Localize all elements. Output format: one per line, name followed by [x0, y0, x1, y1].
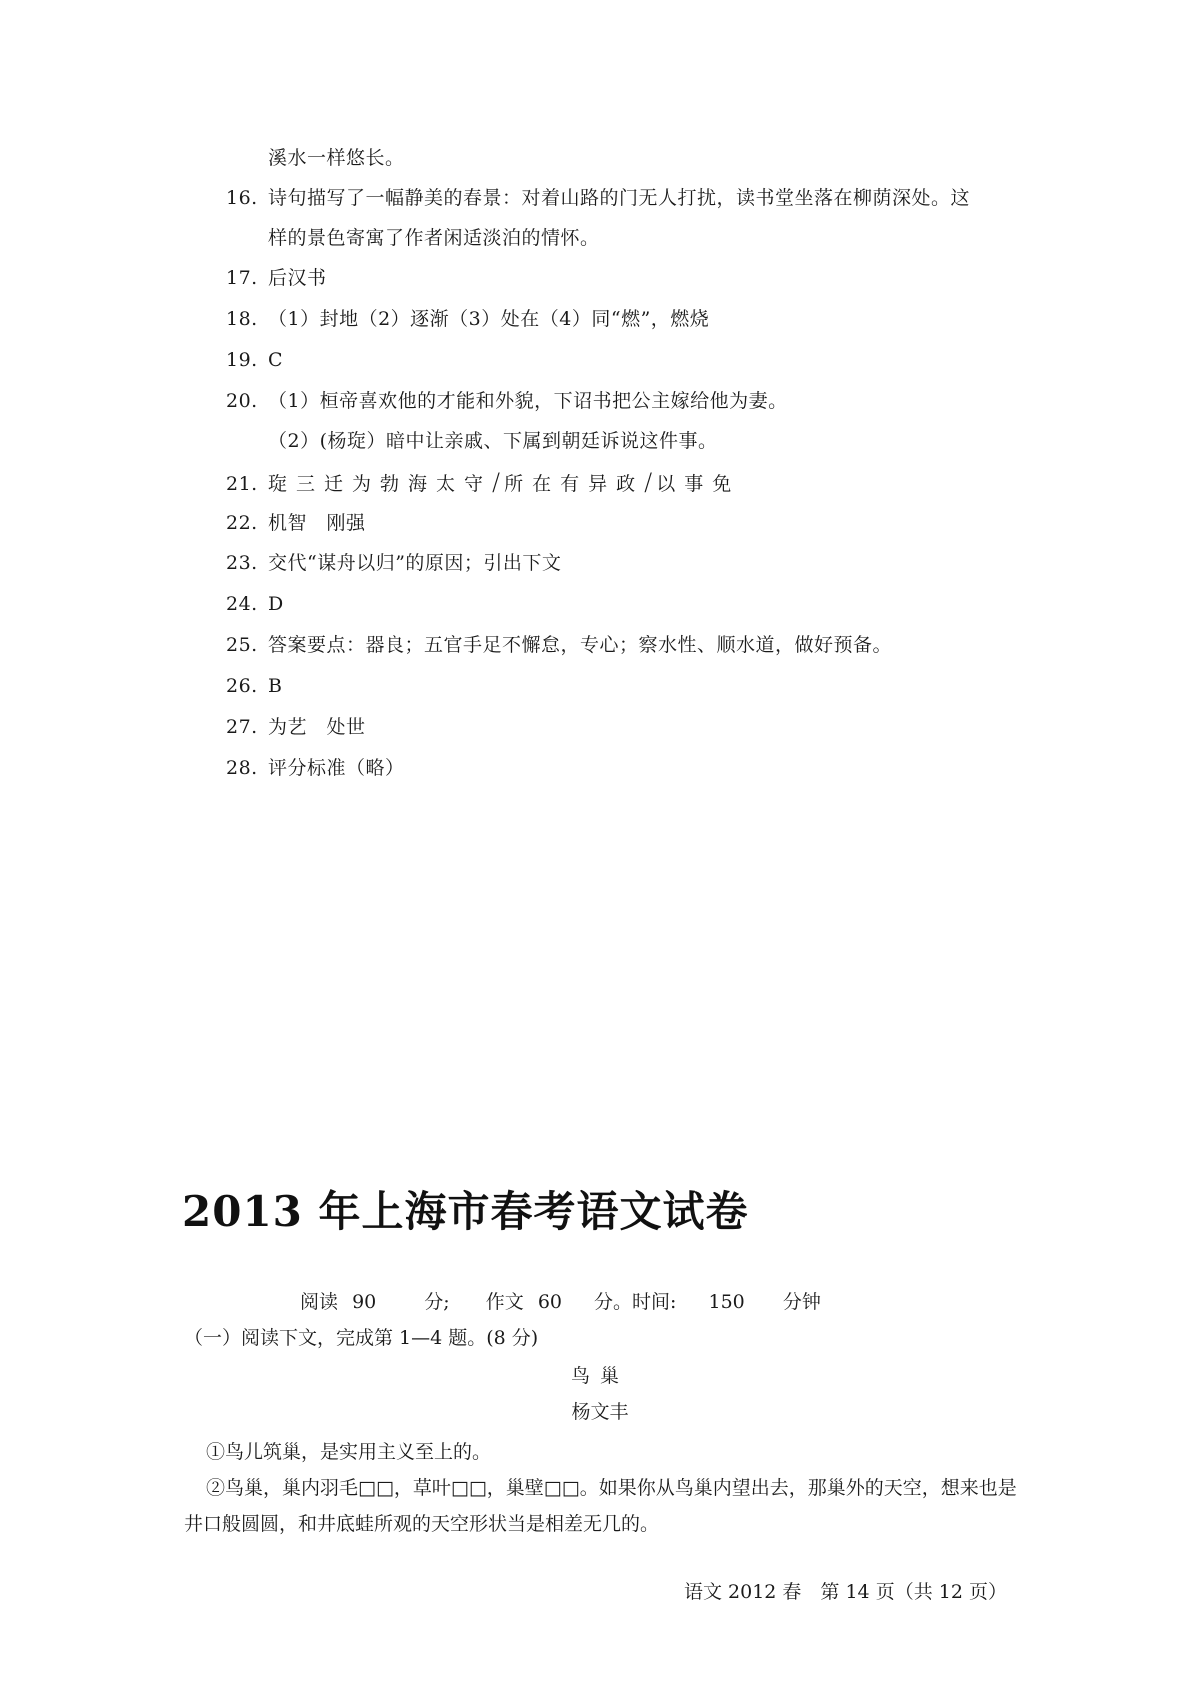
answer-21: [226, 470, 740, 496]
answer-number: 26.: [226, 675, 258, 697]
reading-score: 90: [352, 1291, 377, 1313]
answer-text: 答案要点：器良；五官手足不懈怠，专心；察水性、顺水道，做好预备。: [268, 634, 893, 656]
writing-score: 60: [537, 1291, 562, 1313]
answer-number: 25.: [226, 634, 258, 656]
answer-number: 27.: [226, 716, 258, 738]
answer-20-line2: （2）(杨琁）暗中让亲戚、下属到朝廷诉说这件事。: [268, 430, 718, 452]
exam-info-line: [300, 1290, 821, 1314]
answer-19: [226, 348, 283, 372]
reading-label: 阅读: [300, 1291, 339, 1313]
answer-text: C: [268, 349, 284, 371]
answer-text: 评分标准（略）: [268, 757, 405, 779]
answer-number: 24.: [226, 593, 258, 615]
reading-unit: 分;: [424, 1291, 450, 1313]
answer-text: 后汉书: [268, 267, 327, 289]
answer-text: D: [268, 593, 284, 615]
answer-15-continuation: 溪水一样悠长。: [268, 147, 405, 169]
time-unit: 分钟: [782, 1291, 821, 1313]
pause-slash: /: [492, 468, 505, 496]
answer-number: 19.: [226, 349, 258, 371]
answer-20: [226, 389, 788, 413]
answer-number: 22.: [226, 512, 258, 534]
passage-paragraph-1: ①鸟儿筑巢，是实用主义至上的。: [206, 1441, 492, 1463]
answer-number: 21.: [226, 473, 258, 495]
answer-16: [226, 186, 970, 210]
answer-23: [226, 551, 561, 575]
answer-text-part3: 以事免: [656, 473, 741, 495]
answer-number: 23.: [226, 552, 258, 574]
answer-text: （1）桓帝喜欢他的才能和外貌，下诏书把公主嫁给他为妻。: [268, 390, 788, 412]
exam-title: 2013 年上海市春考语文试卷: [182, 1187, 749, 1236]
answer-text: B: [268, 675, 283, 697]
writing-unit: 分。时间:: [594, 1291, 677, 1313]
passage-paragraph-2: ②鸟巢，巢内羽毛□□，草叶□□，巢壁□□。如果你从鸟巢内望出去，那巢外的天空，想来也是井口般圆圆，和井底蛙所观的天空形状当是相差无几的。: [184, 1477, 1017, 1535]
answer-18: [226, 307, 709, 331]
answer-24: [226, 592, 284, 616]
answer-16-line2: 样的景色寄寓了作者闲适淡泊的情怀。: [268, 227, 600, 249]
answer-number: 20.: [226, 390, 258, 412]
page-footer: 语文 2012 春 第 14 页（共 12 页）: [684, 1581, 1007, 1603]
answer-text-part1: 琁三迁为勃海太守: [268, 473, 493, 495]
answer-text: 为艺 处世: [268, 716, 366, 738]
answer-number: 17.: [226, 267, 258, 289]
answer-22: [226, 511, 366, 535]
answer-25: [226, 633, 892, 657]
writing-label: 作文: [485, 1291, 524, 1313]
answer-17: [226, 266, 327, 290]
answer-text: 机智 刚强: [268, 512, 366, 534]
answer-number: 18.: [226, 308, 258, 330]
answer-number: 16.: [226, 187, 258, 209]
answer-text: （1）封地（2）逐渐（3）处在（4）同“燃”，燃烧: [268, 308, 710, 330]
pause-slash: /: [644, 468, 657, 496]
answer-text: 诗句描写了一幅静美的春景：对着山路的门无人打扰，读书堂坐落在柳荫深处。这: [268, 187, 971, 209]
answer-28: [226, 756, 405, 780]
answer-26: [226, 674, 282, 698]
time-value: 150: [708, 1291, 745, 1313]
answer-text-part2: 所在有异政: [504, 473, 645, 495]
passage-author: 杨文丰: [571, 1401, 629, 1423]
answer-number: 28.: [226, 757, 258, 779]
answer-text: 交代“谋舟以归”的原因；引出下文: [268, 552, 562, 574]
passage-title: 鸟巢: [570, 1365, 629, 1387]
section-heading: （一）阅读下文，完成第 1—4 题。(8 分): [184, 1327, 539, 1349]
answer-27: [226, 715, 366, 739]
